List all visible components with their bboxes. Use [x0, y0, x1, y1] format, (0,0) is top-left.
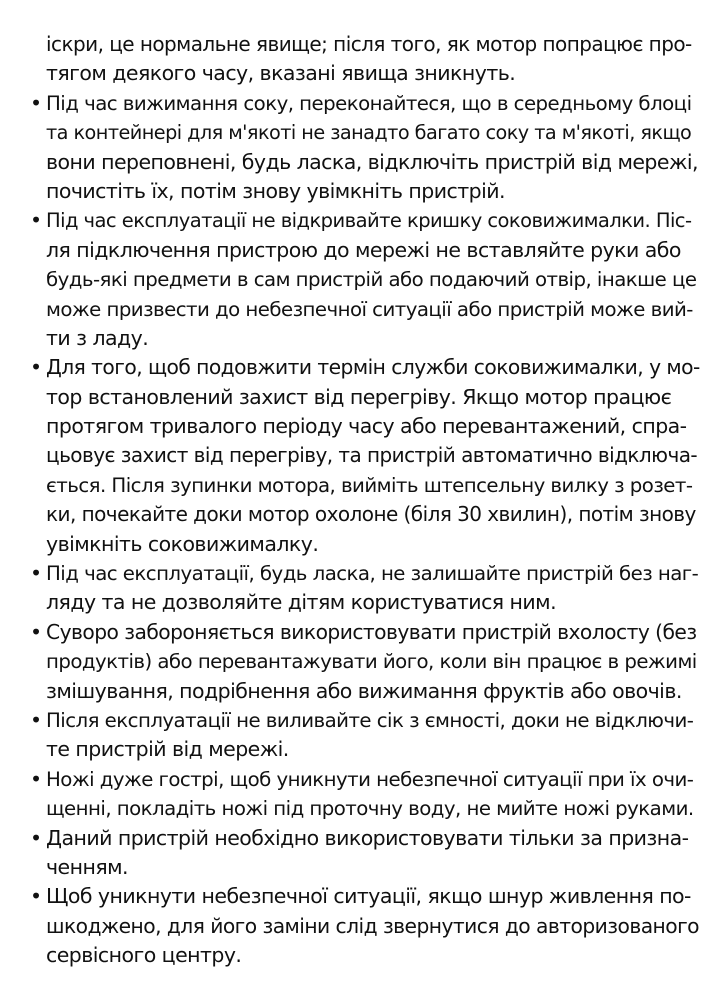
line-text: Після експлуатації не виливайте сік з ємності, доки не відключи-	[46, 708, 694, 732]
bullet-marker: •	[30, 208, 42, 233]
line-text: ється. Після зупинки мотора, вийміть штепсельну вилку з розет-	[46, 473, 693, 497]
bullet-marker: •	[30, 707, 42, 732]
line-text: ченням.	[46, 854, 128, 879]
bullet-item-line	[0, 206, 724, 235]
text-line	[0, 853, 724, 882]
line-text: іскри, це нормальне явище; після того, як мотор попрацює про-	[46, 32, 692, 56]
line-text: може призвести до небезпечної ситуації або пристрій може вий-	[46, 297, 693, 321]
text-line	[0, 177, 724, 206]
text-line	[0, 59, 724, 88]
bullet-marker: •	[30, 561, 42, 586]
line-text: ляду та не дозволяйте дітям користуватися ним.	[46, 590, 557, 615]
line-text: тор встановлений захист від перегріву. Якщо мотор працює	[46, 384, 672, 409]
line-text: Під час вижимання соку, переконайтеся, що в середньому блоці	[46, 91, 692, 115]
text-line	[0, 912, 724, 941]
text-line	[0, 118, 724, 147]
line-text: вони переповнені, будь ласка, відключіть пристрій від мережі,	[46, 149, 698, 174]
manual-page	[0, 30, 724, 971]
text-line	[0, 236, 724, 265]
line-text: та контейнері для м'якоті не занадто багато соку та м'якоті, якщо	[46, 121, 692, 145]
text-line	[0, 588, 724, 617]
text-line	[0, 471, 724, 500]
text-line	[0, 941, 724, 970]
line-text: Для того, щоб подовжити термін служби соковижималки, у мо-	[46, 355, 700, 380]
line-text: щенні, покладіть ножі під проточну воду, не мийте ножі руками.	[46, 797, 694, 821]
line-text: продуктів) або перевантажувати його, коли він працює в режимі	[46, 650, 697, 674]
bullet-marker: •	[30, 884, 42, 909]
bullet-marker: •	[30, 90, 42, 115]
line-text: ля підключення пристрою до мережі не вставляйте руки або	[46, 237, 681, 262]
line-text: сервісного центру.	[46, 943, 242, 968]
bullet-item-line	[0, 882, 724, 911]
bullet-item-line	[0, 618, 724, 647]
bullet-marker: •	[30, 766, 42, 791]
bullet-marker: •	[30, 619, 42, 644]
line-text: протягом тривалого періоду часу або перевантажений, спра-	[46, 414, 687, 439]
line-text: змішування, подрібнення або вижимання фруктів або овочів.	[46, 678, 682, 703]
text-line	[0, 500, 724, 529]
line-text: Під час експлуатації, будь ласка, не залишайте пристрій без наг-	[46, 562, 699, 586]
bullet-marker: •	[30, 355, 42, 380]
text-line	[0, 735, 724, 764]
text-line	[0, 148, 724, 177]
bullet-item-line	[0, 353, 724, 382]
line-text: ки, почекайте доки мотор охолоне (біля 30 хвилин), потім знову	[46, 502, 696, 527]
bullet-item-line	[0, 706, 724, 735]
text-line	[0, 441, 724, 470]
text-line	[0, 265, 724, 294]
line-text: будь-які предмети в сам пристрій або подаючий отвір, інакше це	[46, 268, 697, 292]
line-text: увімкніть соковижималку.	[46, 531, 319, 556]
line-text: ти з ладу.	[46, 325, 149, 350]
line-text: те пристрій від мережі.	[46, 737, 289, 762]
line-text: Суворо забороняється використовувати пристрій вхолосту (без	[46, 619, 697, 644]
text-line	[0, 794, 724, 823]
line-text: шкоджено, для його заміни слід звернутися до авторизованого	[46, 913, 700, 938]
bullet-marker: •	[30, 825, 42, 850]
line-text: Під час експлуатації не відкривайте кришку соковижималки. Піс-	[46, 209, 692, 233]
text-line	[0, 412, 724, 441]
bullet-item-line	[0, 824, 724, 853]
bullet-item-line	[0, 89, 724, 118]
line-text: цьовує захист від перегріву, та пристрій автоматично відключа-	[46, 443, 698, 468]
text-line	[0, 295, 724, 324]
line-text: Щоб уникнути небезпечної ситуації, якщо шнур живлення по-	[46, 884, 691, 909]
bullet-item-line	[0, 765, 724, 794]
line-text: почистіть їх, потім знову увімкніть пристрій.	[46, 178, 505, 203]
text-line	[0, 383, 724, 412]
text-line	[0, 530, 724, 559]
line-text: Ножі дуже гострі, щоб уникнути небезпечної ситуації при їх очи-	[46, 767, 694, 791]
line-text: Даний пристрій необхідно використовувати тільки за призна-	[46, 825, 689, 850]
text-line	[0, 677, 724, 706]
text-line	[0, 324, 724, 353]
line-text: тягом деякого часу, вказані явища зникнуть.	[46, 61, 516, 86]
text-line	[0, 30, 724, 59]
text-line	[0, 647, 724, 676]
bullet-item-line	[0, 559, 724, 588]
